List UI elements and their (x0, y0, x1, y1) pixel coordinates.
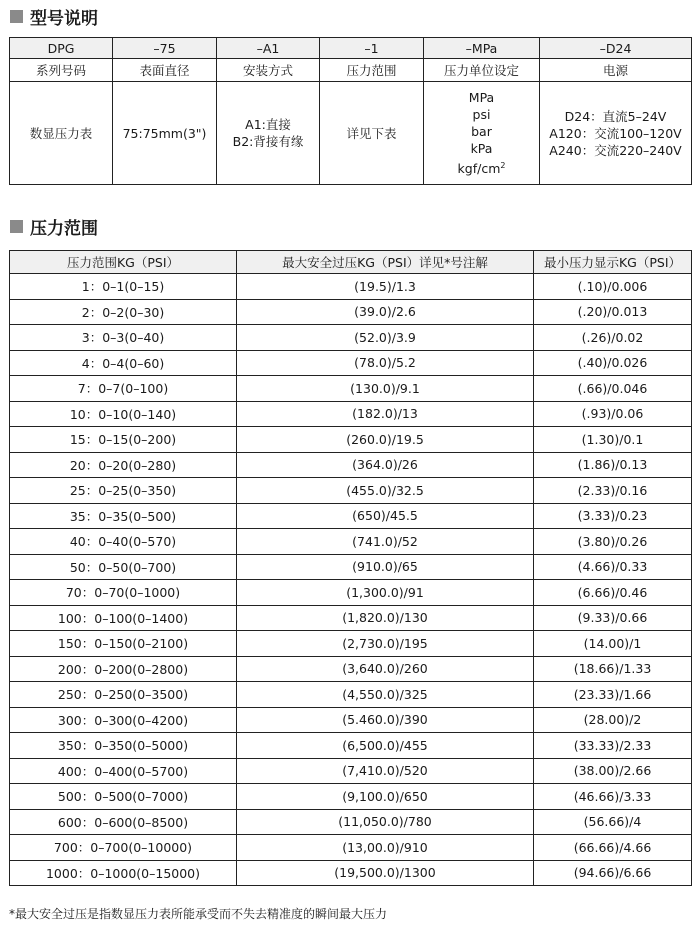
table-cell: (3,640.0)/260 (237, 656, 534, 682)
table-cell: 500：0–500(0–7000) (10, 784, 237, 810)
table-cell: (7,410.0)/520 (237, 758, 534, 784)
table-cell: 300：0–300(0–4200) (10, 707, 237, 733)
column-header: 压力范围KG（PSI） (10, 251, 237, 274)
model-code: DPG (10, 38, 113, 59)
table-cell: 4：0–4(0–60) (10, 350, 237, 376)
table-row (10, 860, 692, 886)
model-code: –D24 (540, 38, 692, 59)
table-cell: (650)/45.5 (237, 503, 534, 529)
table-cell: (19,500.0)/1300 (237, 860, 534, 886)
table-cell: (39.0)/2.6 (237, 299, 534, 325)
table-row (10, 350, 692, 376)
unit-option: psi (472, 106, 491, 122)
table-row (10, 529, 692, 555)
column-header: 最小压力显示KG（PSI） (534, 251, 692, 274)
section-title-pressure (10, 214, 98, 239)
table-row (10, 503, 692, 529)
model-label: 安装方式 (217, 59, 320, 82)
table-cell: (910.0)/65 (237, 554, 534, 580)
table-cell: 350：0–350(0–5000) (10, 733, 237, 759)
table-row (10, 427, 692, 453)
table-row (10, 452, 692, 478)
table-cell: (.93)/0.06 (534, 401, 692, 427)
table-cell: 25：0–25(0–350) (10, 478, 237, 504)
table-cell: (18.66)/1.33 (534, 656, 692, 682)
table-cell: (52.0)/3.9 (237, 325, 534, 351)
table-cell: (130.0)/9.1 (237, 376, 534, 402)
unit-option: bar (471, 123, 492, 139)
model-label: 压力范围 (320, 59, 424, 82)
table-row (10, 809, 692, 835)
table-row (10, 580, 692, 606)
table-cell: (13,00.0)/910 (237, 835, 534, 861)
table-cell: (46.66)/3.33 (534, 784, 692, 810)
table-cell: (455.0)/32.5 (237, 478, 534, 504)
table-cell: 7：0–7(0–100) (10, 376, 237, 402)
table-cell: (19.5)/1.3 (237, 274, 534, 300)
table-cell: (38.00)/2.66 (534, 758, 692, 784)
model-label: 压力单位设定 (424, 59, 540, 82)
table-row (10, 733, 692, 759)
section-title-model (10, 4, 98, 29)
pressure-header-row (10, 251, 692, 274)
model-detail-row (10, 82, 692, 185)
table-cell: 400：0–400(0–5700) (10, 758, 237, 784)
units-cell (424, 82, 540, 185)
table-cell: 200：0–200(0–2800) (10, 656, 237, 682)
table-cell: (741.0)/52 (237, 529, 534, 555)
table-cell: (1,300.0)/91 (237, 580, 534, 606)
table-cell: 10：0–10(0–140) (10, 401, 237, 427)
table-row (10, 554, 692, 580)
unit-kgf-sup: 2 (500, 160, 506, 170)
table-cell: (.40)/0.026 (534, 350, 692, 376)
table-cell: (2.33)/0.16 (534, 478, 692, 504)
table-cell: (.10)/0.006 (534, 274, 692, 300)
table-cell: (23.33)/1.66 (534, 682, 692, 708)
table-cell: 20：0–20(0–280) (10, 452, 237, 478)
table-cell: (28.00)/2 (534, 707, 692, 733)
table-row (10, 478, 692, 504)
table-cell: 100：0–100(0–1400) (10, 605, 237, 631)
table-cell: 250：0–250(0–3500) (10, 682, 237, 708)
power-option: D24：直流5–24V (564, 108, 667, 124)
table-cell: (1,820.0)/130 (237, 605, 534, 631)
unit-kgf-text: kgf/cm (457, 161, 501, 177)
section-title-text: 压力范围 (30, 219, 98, 239)
table-row (10, 401, 692, 427)
unit-option: kPa (470, 140, 493, 156)
table-row (10, 325, 692, 351)
model-label-row (10, 59, 692, 82)
table-cell: 600：0–600(0–8500) (10, 809, 237, 835)
table-cell: (94.66)/6.66 (534, 860, 692, 886)
table-cell: (2,730.0)/195 (237, 631, 534, 657)
model-label: 表面直径 (113, 59, 217, 82)
mount-option: B2:背接有缘 (232, 134, 304, 149)
power-option: A240：交流220–240V (549, 142, 682, 158)
model-code: –MPa (424, 38, 540, 59)
table-cell: (.66)/0.046 (534, 376, 692, 402)
table-row (10, 631, 692, 657)
table-cell: (33.33)/2.33 (534, 733, 692, 759)
table-cell: (364.0)/26 (237, 452, 534, 478)
table-cell: (.20)/0.013 (534, 299, 692, 325)
table-cell: (9.33)/0.66 (534, 605, 692, 631)
table-cell: (3.80)/0.26 (534, 529, 692, 555)
table-cell: (11,050.0)/780 (237, 809, 534, 835)
table-cell: 150：0–150(0–2100) (10, 631, 237, 657)
table-cell: 3：0–3(0–40) (10, 325, 237, 351)
table-row (10, 682, 692, 708)
model-code-row (10, 38, 692, 59)
table-cell: 700：0–700(0–10000) (10, 835, 237, 861)
footnote: *最大安全过压是指数显压力表所能承受而不失去精准度的瞬间最大压力 (9, 907, 388, 921)
power-option: A120：交流100–120V (549, 125, 682, 141)
column-header: 最大安全过压KG（PSI）详见*号注解 (237, 251, 534, 274)
table-cell: 40：0–40(0–570) (10, 529, 237, 555)
table-cell: 1000：0–1000(0–15000) (10, 860, 237, 886)
table-row (10, 605, 692, 631)
table-cell: (6.66)/0.46 (534, 580, 692, 606)
table-cell: (4.66)/0.33 (534, 554, 692, 580)
table-cell: 35：0–35(0–500) (10, 503, 237, 529)
table-row (10, 274, 692, 300)
table-cell: (4,550.0)/325 (237, 682, 534, 708)
table-cell: (1.30)/0.1 (534, 427, 692, 453)
table-cell: (66.66)/4.66 (534, 835, 692, 861)
table-cell: (56.66)/4 (534, 809, 692, 835)
model-label: 系列号码 (10, 59, 113, 82)
table-row (10, 784, 692, 810)
series-cell: 数显压力表 (10, 82, 113, 185)
table-cell: (14.00)/1 (534, 631, 692, 657)
diameter-cell: 75:75mm(3") (113, 82, 217, 185)
table-row (10, 656, 692, 682)
table-cell: 1：0–1(0–15) (10, 274, 237, 300)
table-cell: (78.0)/5.2 (237, 350, 534, 376)
table-cell: 15：0–15(0–200) (10, 427, 237, 453)
section-title-text: 型号说明 (30, 9, 98, 29)
table-row (10, 835, 692, 861)
table-cell: (5.460.0)/390 (237, 707, 534, 733)
table-cell: (6,500.0)/455 (237, 733, 534, 759)
unit-option: MPa (468, 89, 495, 105)
model-code: –A1 (217, 38, 320, 59)
power-cell (540, 82, 692, 185)
mount-cell (217, 82, 320, 185)
model-code: –75 (113, 38, 217, 59)
model-code: –1 (320, 38, 424, 59)
mount-option: A1:直接 (245, 117, 291, 132)
table-cell: (182.0)/13 (237, 401, 534, 427)
table-cell: (3.33)/0.23 (534, 503, 692, 529)
model-table (9, 37, 692, 185)
range-cell: 详见下表 (320, 82, 424, 185)
pressure-table (9, 250, 692, 886)
model-label: 电源 (540, 59, 692, 82)
table-cell: 50：0–50(0–700) (10, 554, 237, 580)
table-cell: 70：0–70(0–1000) (10, 580, 237, 606)
square-bullet-icon (10, 10, 23, 23)
table-row (10, 707, 692, 733)
table-cell: (9,100.0)/650 (237, 784, 534, 810)
table-cell: (1.86)/0.13 (534, 452, 692, 478)
table-cell: 2：0–2(0–30) (10, 299, 237, 325)
table-row (10, 758, 692, 784)
unit-option-kgf (424, 157, 539, 177)
table-cell: (.26)/0.02 (534, 325, 692, 351)
square-bullet-icon (10, 220, 23, 233)
table-row (10, 299, 692, 325)
table-cell: (260.0)/19.5 (237, 427, 534, 453)
table-row (10, 376, 692, 402)
